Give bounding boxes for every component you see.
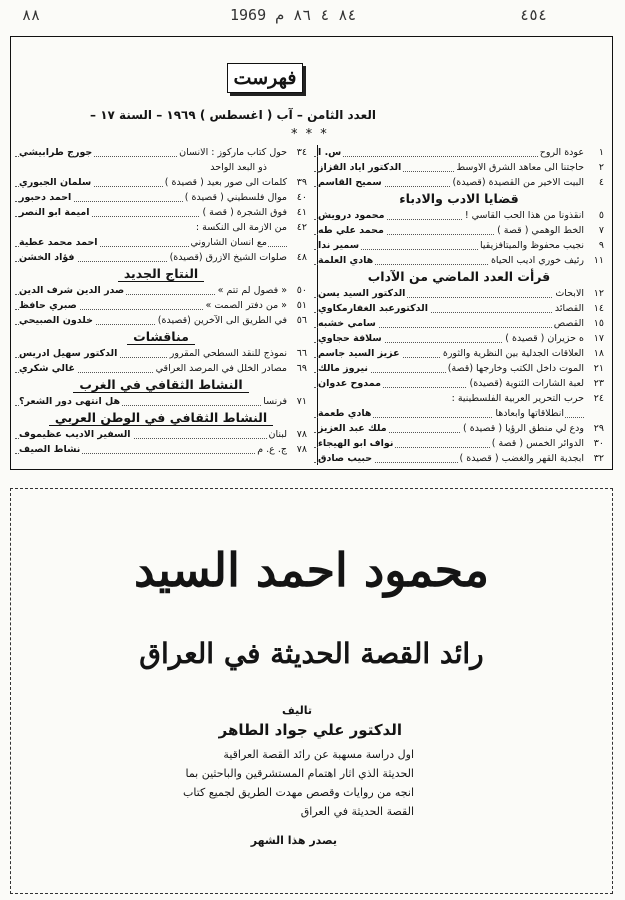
issue-line: العدد الثامن – آب ( اغسطس ) ١٩٦٩ – السنة ١٧ – <box>90 108 376 122</box>
toc-entry-author: ملك عبد العزيز <box>318 423 387 434</box>
toc-entry-title: حاجتنا الى معاهد الشرق الاوسط <box>456 162 584 173</box>
toc-entry-title: ودع لي منطق الرؤيا ( قصيدة ) <box>462 423 584 434</box>
toc-entry <box>314 208 604 223</box>
toc-entry <box>314 286 604 301</box>
toc-entry-title: رئيف خوري اديب الحياة <box>490 255 584 266</box>
toc-entry-title: القصص <box>553 318 584 329</box>
toc-page-number: ١٢ <box>593 288 604 299</box>
toc-entry-title: الابحاث <box>555 288 584 299</box>
toc-section-title: النشاط الثقافي في الوطن العربي <box>49 410 273 426</box>
toc-entry-author: احمد دحبور <box>19 192 72 203</box>
toc-entry-title: فرنسا <box>263 396 287 407</box>
toc-section-heading <box>15 328 307 346</box>
toc-entry-title: حرب التحرير العربية الفلسطينية : <box>451 393 584 404</box>
toc-section-title: مناقشات <box>127 329 195 345</box>
toc-entry-title: لبنان <box>268 429 287 440</box>
ad-release-note: يصدر هذا الشهر <box>250 834 337 847</box>
toc-entry-author: سامي خشبه <box>318 318 376 329</box>
toc-entry-title: مع انسان الشاروني <box>190 237 267 248</box>
toc-entry-author: نواف ابو الهيجاء <box>318 438 394 449</box>
toc-entry-title: من الازمة الى النكسة : <box>195 222 287 233</box>
toc-entry-author: السفير الاديب عظيموف <box>19 429 131 440</box>
ad-description <box>154 745 414 821</box>
toc-section-title: النتاج الجديد <box>118 266 204 282</box>
toc-page-number: ٢٩ <box>593 423 604 434</box>
toc-page-number: ٧٨ <box>296 444 307 455</box>
toc-entry <box>314 160 604 175</box>
toc-entry-author: صبري حافظ <box>19 300 77 311</box>
toc-entry-title: القصائد <box>554 303 584 314</box>
toc-entry <box>15 190 307 205</box>
toc-entry <box>15 313 307 328</box>
toc-entry-author: سلافة حجاوي <box>318 333 382 344</box>
ad-description-line: اول دراسة مسهبة عن رائد القصة العراقية <box>223 748 414 761</box>
toc-entry-title: صلوات الشيخ الازرق (قصيدة) <box>169 252 287 263</box>
toc-section-heading <box>15 376 307 394</box>
toc-section-heading <box>314 190 604 208</box>
stars-ornament: * * * <box>291 127 329 142</box>
toc-entry-title: مصادر الخلل في المرصد العراقي <box>155 363 287 374</box>
toc-entry-title: نموذج للنقد السطحي المقرور <box>169 348 287 359</box>
toc-left-column <box>15 145 307 457</box>
toc-entry-title: لعبة الشارات الثنوية (قصيدة) <box>469 378 584 389</box>
toc-entry <box>314 436 604 451</box>
toc-page-number: ٤٠ <box>296 192 307 203</box>
toc-page-number: ١ <box>598 147 604 158</box>
toc-entry <box>15 160 307 175</box>
toc-entry <box>314 361 604 376</box>
toc-entry-author: سمير ندا <box>318 240 360 251</box>
toc-entry-author: هل انتهى دور الشعر؟ <box>19 396 121 407</box>
toc-entry-author: س. ا <box>318 147 342 158</box>
toc-entry-title: كلمات الى صور بعيد ( قصيدة ) <box>164 177 287 188</box>
toc-page-number: ٣٤ <box>296 147 307 158</box>
toc-page-number: ٥١ <box>296 300 307 311</box>
toc-page-number: ١٤ <box>593 303 604 314</box>
toc-entry-author: هادي طعمة <box>318 408 372 419</box>
toc-entry <box>314 223 604 238</box>
toc-entry <box>314 451 604 466</box>
handwritten-page-number: ٨٨ <box>22 6 41 24</box>
toc-entry <box>314 316 604 331</box>
ad-author: الدكتور علي جواد الطاهر <box>218 721 402 739</box>
toc-entry-title: نجيب محفوظ والميتافزيقيا <box>480 240 584 251</box>
toc-entry <box>15 145 307 160</box>
toc-entry-title: ج. ع. م <box>257 444 287 455</box>
toc-entry-title: عودة الروح <box>539 147 584 158</box>
toc-page-number: ٣٩ <box>296 177 307 188</box>
toc-section-heading <box>15 409 307 427</box>
toc-entry <box>314 376 604 391</box>
handwritten-date-note: ٨٤ ٤ ٨٦ م 1969 <box>230 6 357 24</box>
ad-book-subtitle: رائد القصة الحديثة في العراق <box>139 637 484 670</box>
toc-entry-author: الدكتورعبد الغفارمكاوي <box>318 303 428 314</box>
toc-entry-author: فؤاد الخشن <box>19 252 75 263</box>
ad-book-name: محمود احمد السيد <box>133 543 490 597</box>
toc-entry-title: الدوائر الخمس ( قصة ) <box>491 438 584 449</box>
toc-entry-author: هادي العلمة <box>318 255 374 266</box>
toc-entry-title: الموت داخل الكتب وخارجها (قصة) <box>447 363 584 374</box>
toc-entry-title: حول كتاب ماركوز : الانسان <box>179 147 287 158</box>
toc-section-title: قرأت العدد الماضي من الآداب <box>367 269 551 284</box>
toc-page-number: ٧٨ <box>296 429 307 440</box>
toc-page-number: ٢١ <box>593 363 604 374</box>
toc-entry <box>15 361 307 376</box>
toc-page-number: ١١ <box>593 255 604 266</box>
toc-entry-title: فوق الشجرة ( قصة ) <box>202 207 287 218</box>
toc-entry <box>15 250 307 265</box>
toc-page-number: ٤١ <box>296 207 307 218</box>
toc-entry <box>15 346 307 361</box>
toc-entry-author: الدكتور سهيل ادريس <box>19 348 118 359</box>
table-of-contents <box>10 36 613 470</box>
ad-description-line: القصة الحديثة في العراق <box>300 805 414 818</box>
toc-entry-author: سميح القاسم <box>318 177 382 188</box>
toc-entry-author: اميمة ابو النصر <box>19 207 90 218</box>
toc-entry-author: عزيز السيد جاسم <box>318 348 400 359</box>
toc-page-number: ١٨ <box>593 348 604 359</box>
toc-page-number: ١٥ <box>593 318 604 329</box>
toc-entry <box>15 394 307 409</box>
toc-entry-author: محمد علي طه <box>318 225 384 236</box>
toc-entry <box>15 235 307 250</box>
toc-entry <box>15 427 307 442</box>
toc-entry <box>314 391 604 406</box>
toc-section-heading <box>314 268 604 286</box>
toc-right-column <box>314 145 604 466</box>
toc-page-number: ٥٦ <box>296 315 307 326</box>
toc-entry-author: احمد محمد عطية <box>19 237 98 248</box>
toc-page-number: ٩ <box>598 240 604 251</box>
toc-page-number: ٧ <box>598 225 604 236</box>
toc-entry <box>314 331 604 346</box>
toc-entry-title: العلاقات الجدلية بين النظرية والثورة <box>442 348 584 359</box>
toc-entry-title: في الطريق الى الآخرين (قصيدة) <box>157 315 287 326</box>
ad-author-label: تاليف <box>282 704 312 717</box>
toc-entry-author: الدكتور السيد يسن <box>318 288 406 299</box>
handwritten-number-note: ٤٥٤ <box>520 6 548 24</box>
toc-page-number: ٥ <box>598 210 604 221</box>
toc-entry-author: نشاط الصيف <box>19 444 81 455</box>
toc-section-heading <box>15 265 307 283</box>
toc-entry <box>314 346 604 361</box>
toc-section-title: قضايا الادب والادباء <box>399 191 519 206</box>
toc-page-number: ٤٢ <box>296 222 307 233</box>
toc-page-number: ٤ <box>598 177 604 188</box>
toc-page-number: ٢٤ <box>593 393 604 404</box>
toc-entry-title: الخط الوهمي ( قصة ) <box>497 225 584 236</box>
toc-page-number: ٢ <box>598 162 604 173</box>
toc-entry <box>15 283 307 298</box>
toc-page-number: ٤٨ <box>296 252 307 263</box>
toc-entry <box>314 253 604 268</box>
toc-entry-author: حبيب صادق <box>318 453 373 464</box>
toc-entry-title: « من دفتر الصمت » <box>205 300 287 311</box>
toc-entry <box>15 205 307 220</box>
toc-entry-author: غالي شكري <box>19 363 76 374</box>
toc-entry <box>15 298 307 313</box>
ad-description-line: انجه من روايات وقصص مهدت الطريق لجميع كتاب <box>183 786 414 799</box>
ad-description-line: الحديثة الذي اثار اهتمام المستشرقين والباحثين بما <box>185 767 414 780</box>
toc-entry <box>314 421 604 436</box>
toc-entry <box>314 145 604 160</box>
toc-entry-title: ذو البعد الواحد <box>210 162 267 173</box>
toc-entry <box>15 442 307 457</box>
toc-page-number: ٣٠ <box>593 438 604 449</box>
toc-entry-author: نيروز مالك <box>318 363 368 374</box>
toc-entry-title: « فصول لم تتم » <box>217 285 287 296</box>
toc-page-number: ٧١ <box>296 396 307 407</box>
toc-entry-author: محمود درويش <box>318 210 385 221</box>
toc-entry-title: انقذونا من هذا الحب القاسي ! <box>464 210 584 221</box>
toc-page-number: ١٧ <box>593 333 604 344</box>
toc-title: فهرست <box>227 63 303 93</box>
toc-section-title: النشاط الثقافي في الغرب <box>73 377 248 393</box>
toc-entry <box>314 175 604 190</box>
toc-page-number: ٥٠ <box>296 285 307 296</box>
toc-entry-title: موال فلسطيني ( قصيدة ) <box>184 192 287 203</box>
toc-entry-title: ه حزيران ( قصيدة ) <box>505 333 584 344</box>
toc-entry-author: سلمان الجبوري <box>19 177 92 188</box>
toc-entry <box>15 220 307 235</box>
toc-entry <box>15 175 307 190</box>
toc-entry-author: خلدون الصبيحي <box>19 315 93 326</box>
toc-entry <box>314 301 604 316</box>
toc-entry-author: جورج طرابيشي <box>19 147 93 158</box>
toc-entry <box>314 238 604 253</box>
toc-entry-author: ممدوح عدوان <box>318 378 382 389</box>
toc-entry-author: الدكتور اياد القزاز <box>318 162 402 173</box>
toc-page-number: ٦٩ <box>296 363 307 374</box>
toc-page-number: ٣٢ <box>593 453 604 464</box>
book-advertisement <box>10 488 613 894</box>
toc-entry-author: صدر الدين شرف الدين <box>19 285 125 296</box>
toc-entry-title: البيت الاخير من القصيدة (قصيدة) <box>452 177 584 188</box>
toc-page-number: ٢٣ <box>593 378 604 389</box>
toc-entry <box>314 406 604 421</box>
toc-entry-title: ابجدية القهر والغضب ( قصيدة ) <box>459 453 584 464</box>
toc-entry-title: انطلاقاتها وابعادها <box>495 408 564 419</box>
toc-page-number: ٦٦ <box>296 348 307 359</box>
